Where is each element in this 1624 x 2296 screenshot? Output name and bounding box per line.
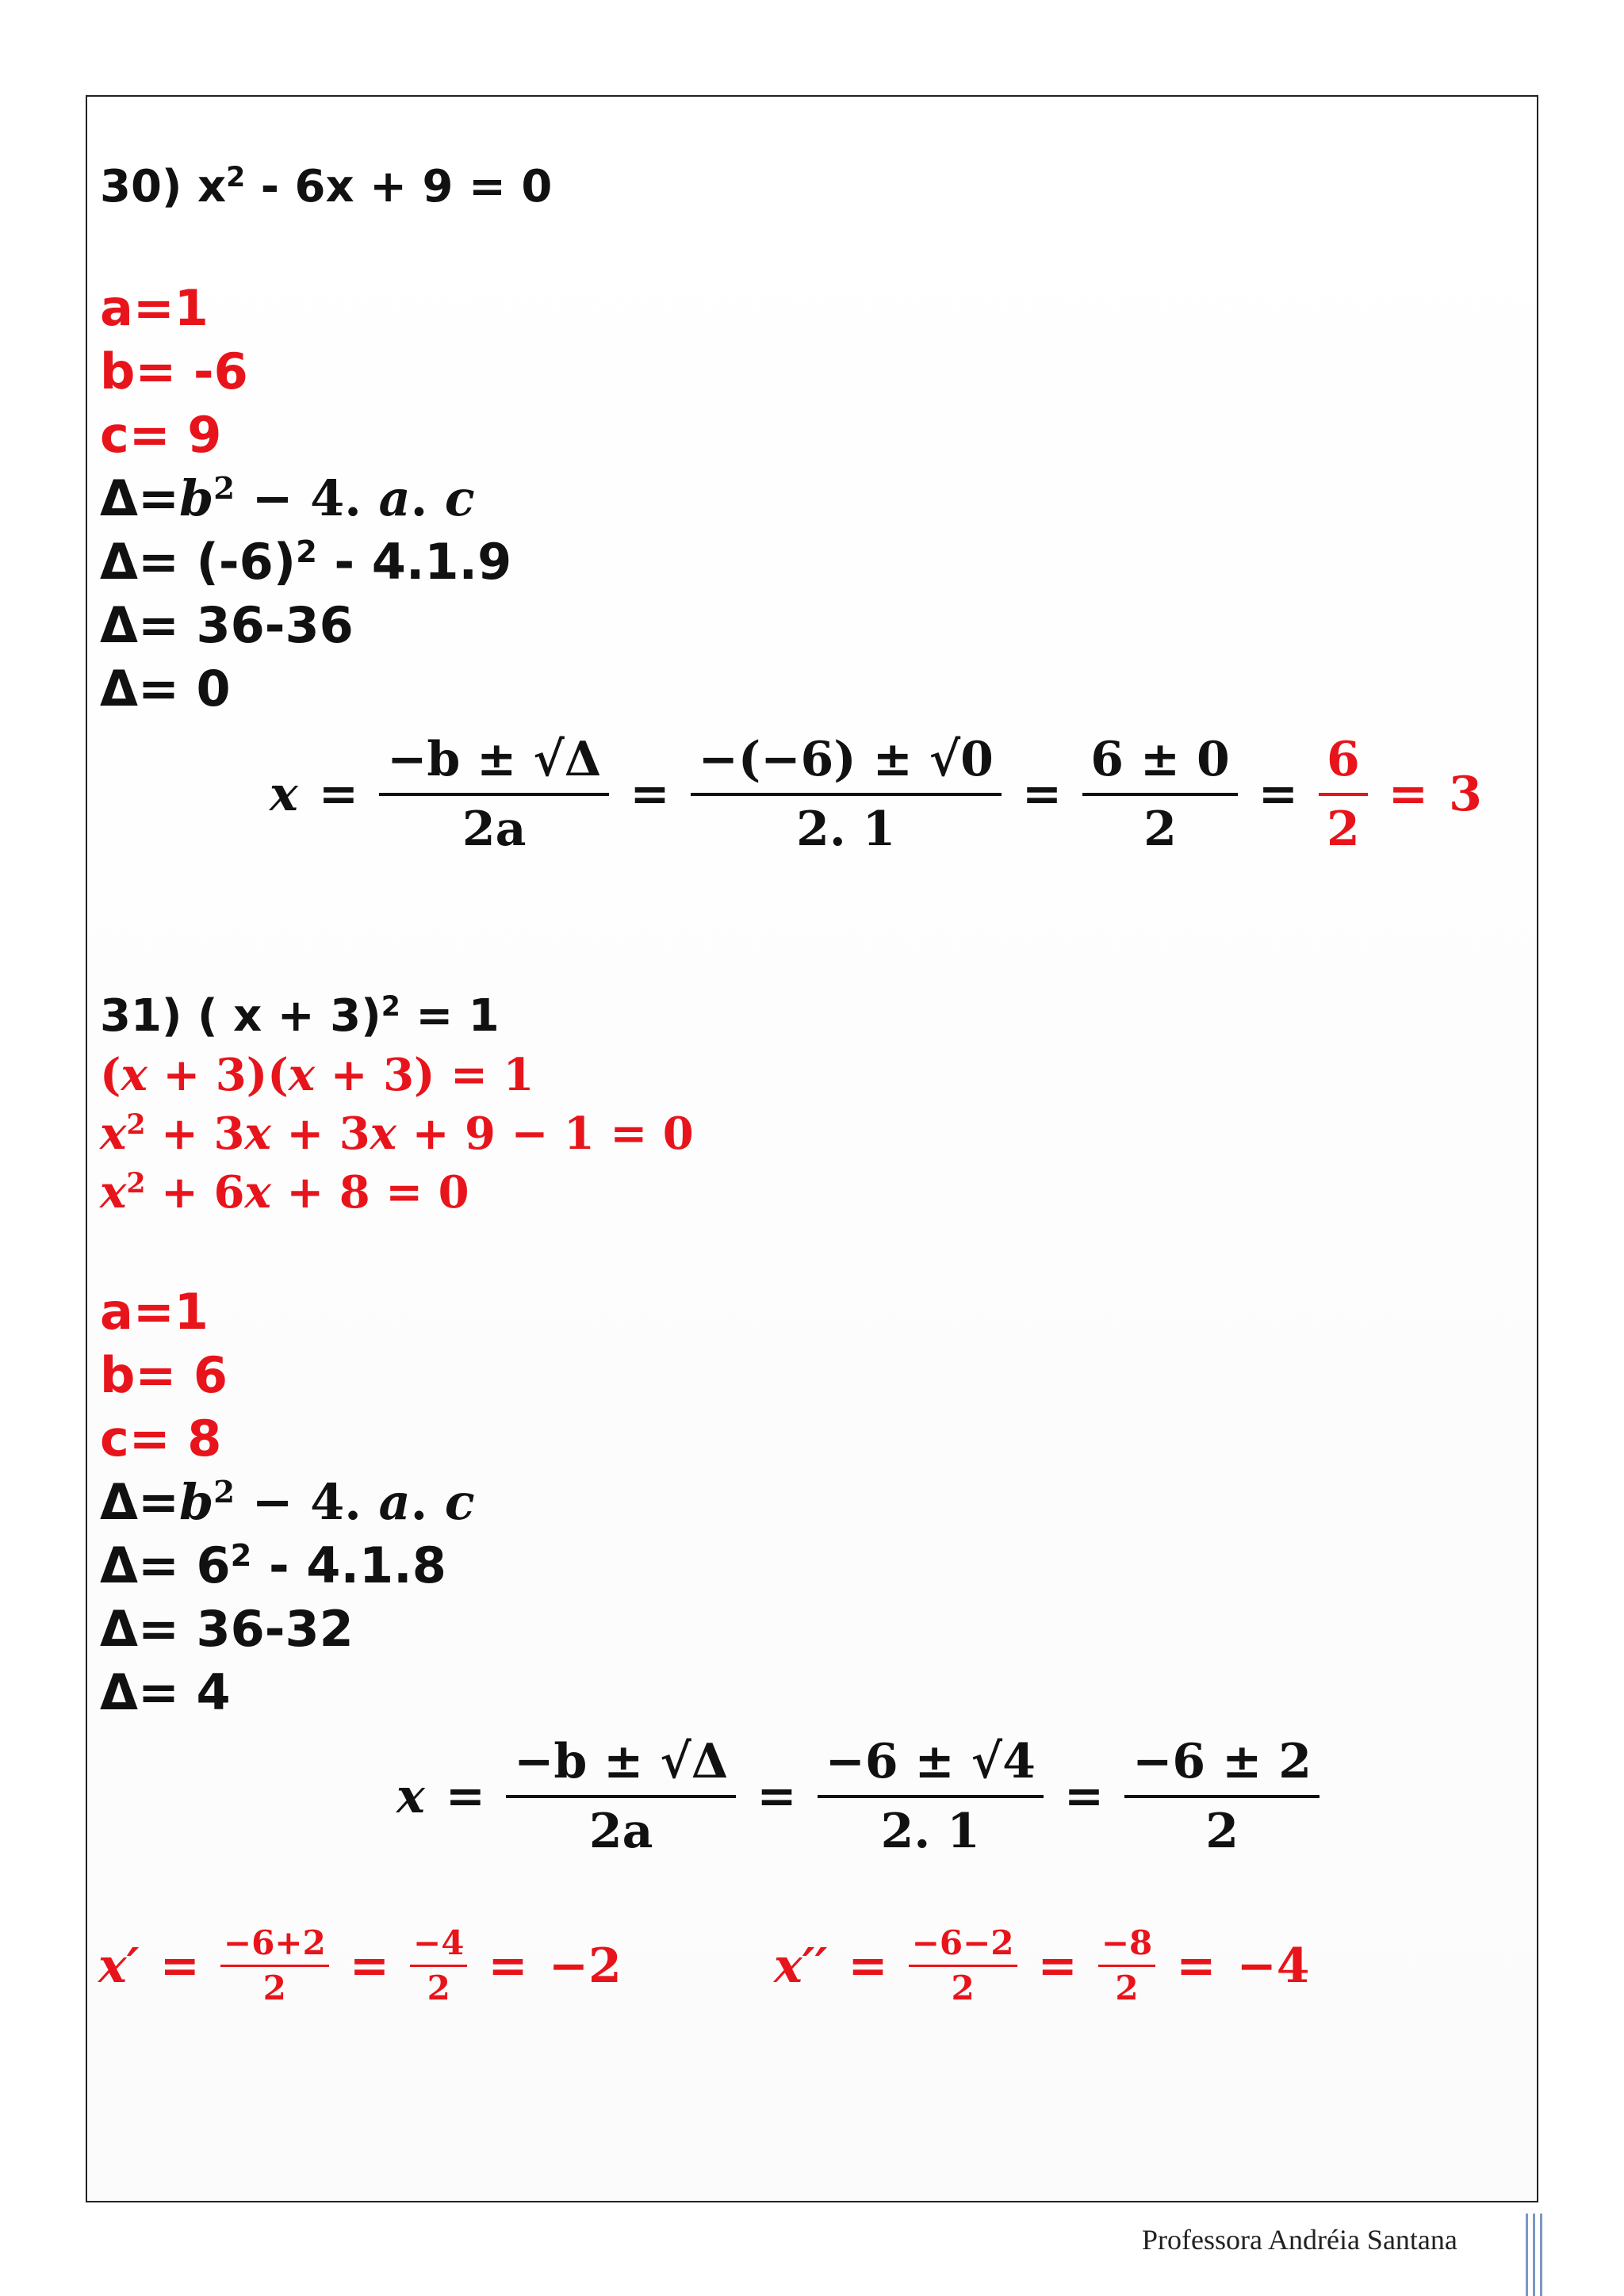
- q30-delta-calc: Δ= 36-36: [100, 596, 354, 654]
- q31-root-1-result: −2: [548, 1938, 622, 1994]
- q31-bhaskara: x = $\frac{-b \pm √\Delta}{2a}$ = $\frac{-6 \pm √4}{2. 1}$ = $\frac{-6 \pm 2}{2}$: [396, 1738, 1320, 1855]
- q31-root-1-fraction-2: $\frac{-4}{2}$: [410, 1927, 467, 2005]
- footer-decorative-bars: [1526, 2214, 1545, 2296]
- q31-bhaskara-fraction-3: $\frac{-6 \pm 2}{2}$: [1124, 1738, 1320, 1855]
- q31-root-2: x′′ = $\frac{-6-2}{2}$ = $\frac{-8}{2}$ = −4: [774, 1923, 1310, 2007]
- q31-title: 31) ( x + 3)$^2$ = 1: [100, 990, 500, 1042]
- q30-coef-c: c= 9: [100, 406, 222, 464]
- q31-root-1-lhs: x′: [98, 1938, 140, 1994]
- q30-delta-formula: $\Delta=b^2 - 4$. a. c: [100, 469, 475, 527]
- q31-coef-a: a=1: [100, 1283, 209, 1341]
- q31-delta-substitution: $\Delta= 6^2 - 4.1.8$: [100, 1536, 446, 1594]
- q31-coef-c: c= 8: [100, 1410, 222, 1468]
- q30-answer: 3: [1449, 767, 1482, 822]
- q31-root-1: x′ = $\frac{-6+2}{2}$ = $\frac{-4}{2}$ = −2: [98, 1923, 622, 2007]
- q31-delta-result: Δ= 4: [100, 1663, 231, 1721]
- q30-bhaskara-fraction-4: $\frac{6}{2}$: [1319, 736, 1368, 853]
- q31-bhaskara-fraction-1: $\frac{-b \pm √\Delta}{2a}$: [506, 1738, 736, 1855]
- q31-coef-b: b= 6: [100, 1346, 228, 1404]
- q31-expand-1: (x + 3)(x + 3) = 1: [100, 1049, 534, 1101]
- q31-expand-3: $x^2 + 6x + 8 = 0$: [100, 1166, 469, 1219]
- q31-root-1-fraction-1: $\frac{-6+2}{2}$: [220, 1927, 329, 2005]
- q30-bhaskara: x = $\frac{-b \pm √\Delta}{2a}$ = $\frac{-(-6) \pm √0}{2. 1}$ = $\frac{6 \pm 0}{2}$ = $\frac{6}{2}$ = 3: [270, 732, 1482, 857]
- q31-bhaskara-lhs: x: [396, 1769, 425, 1824]
- q31-expand-2: $x^2 + 3x + 3x + 9 - 1 = 0$: [100, 1108, 694, 1160]
- q31-root-2-fraction-1: $\frac{-6-2}{2}$: [909, 1927, 1017, 2005]
- q30-bhaskara-fraction-1: $\frac{-b \pm √\Delta}{2a}$: [379, 736, 609, 853]
- footer-author: Professora Andréia Santana: [1142, 2224, 1457, 2256]
- q30-delta-result: Δ= 0: [100, 660, 231, 718]
- q30-coef-b: b= -6: [100, 342, 248, 400]
- q31-delta-formula: $\Delta=b^2 - 4$. a. c: [100, 1473, 475, 1531]
- q31-delta-calc: Δ= 36-32: [100, 1600, 354, 1658]
- q30-coef-a: a=1: [100, 279, 209, 337]
- q30-bhaskara-fraction-2: $\frac{-(-6) \pm √0}{2. 1}$: [691, 736, 1002, 853]
- q30-bhaskara-lhs: x: [270, 767, 298, 822]
- q31-root-2-fraction-2: $\frac{-8}{2}$: [1098, 1927, 1155, 2005]
- q31-bhaskara-fraction-2: $\frac{-6 \pm √4}{2. 1}$: [818, 1738, 1044, 1855]
- q31-root-2-lhs: x′′: [774, 1938, 828, 1994]
- q31-root-2-result: −4: [1236, 1938, 1310, 1994]
- q30-delta-substitution: $\Delta= (-6)^2 - 4.1.9$: [100, 533, 512, 591]
- q30-bhaskara-fraction-3: $\frac{6 \pm 0}{2}$: [1082, 736, 1238, 853]
- q30-title: 30) $x^2 - 6x + 9 = 0$: [100, 161, 553, 212]
